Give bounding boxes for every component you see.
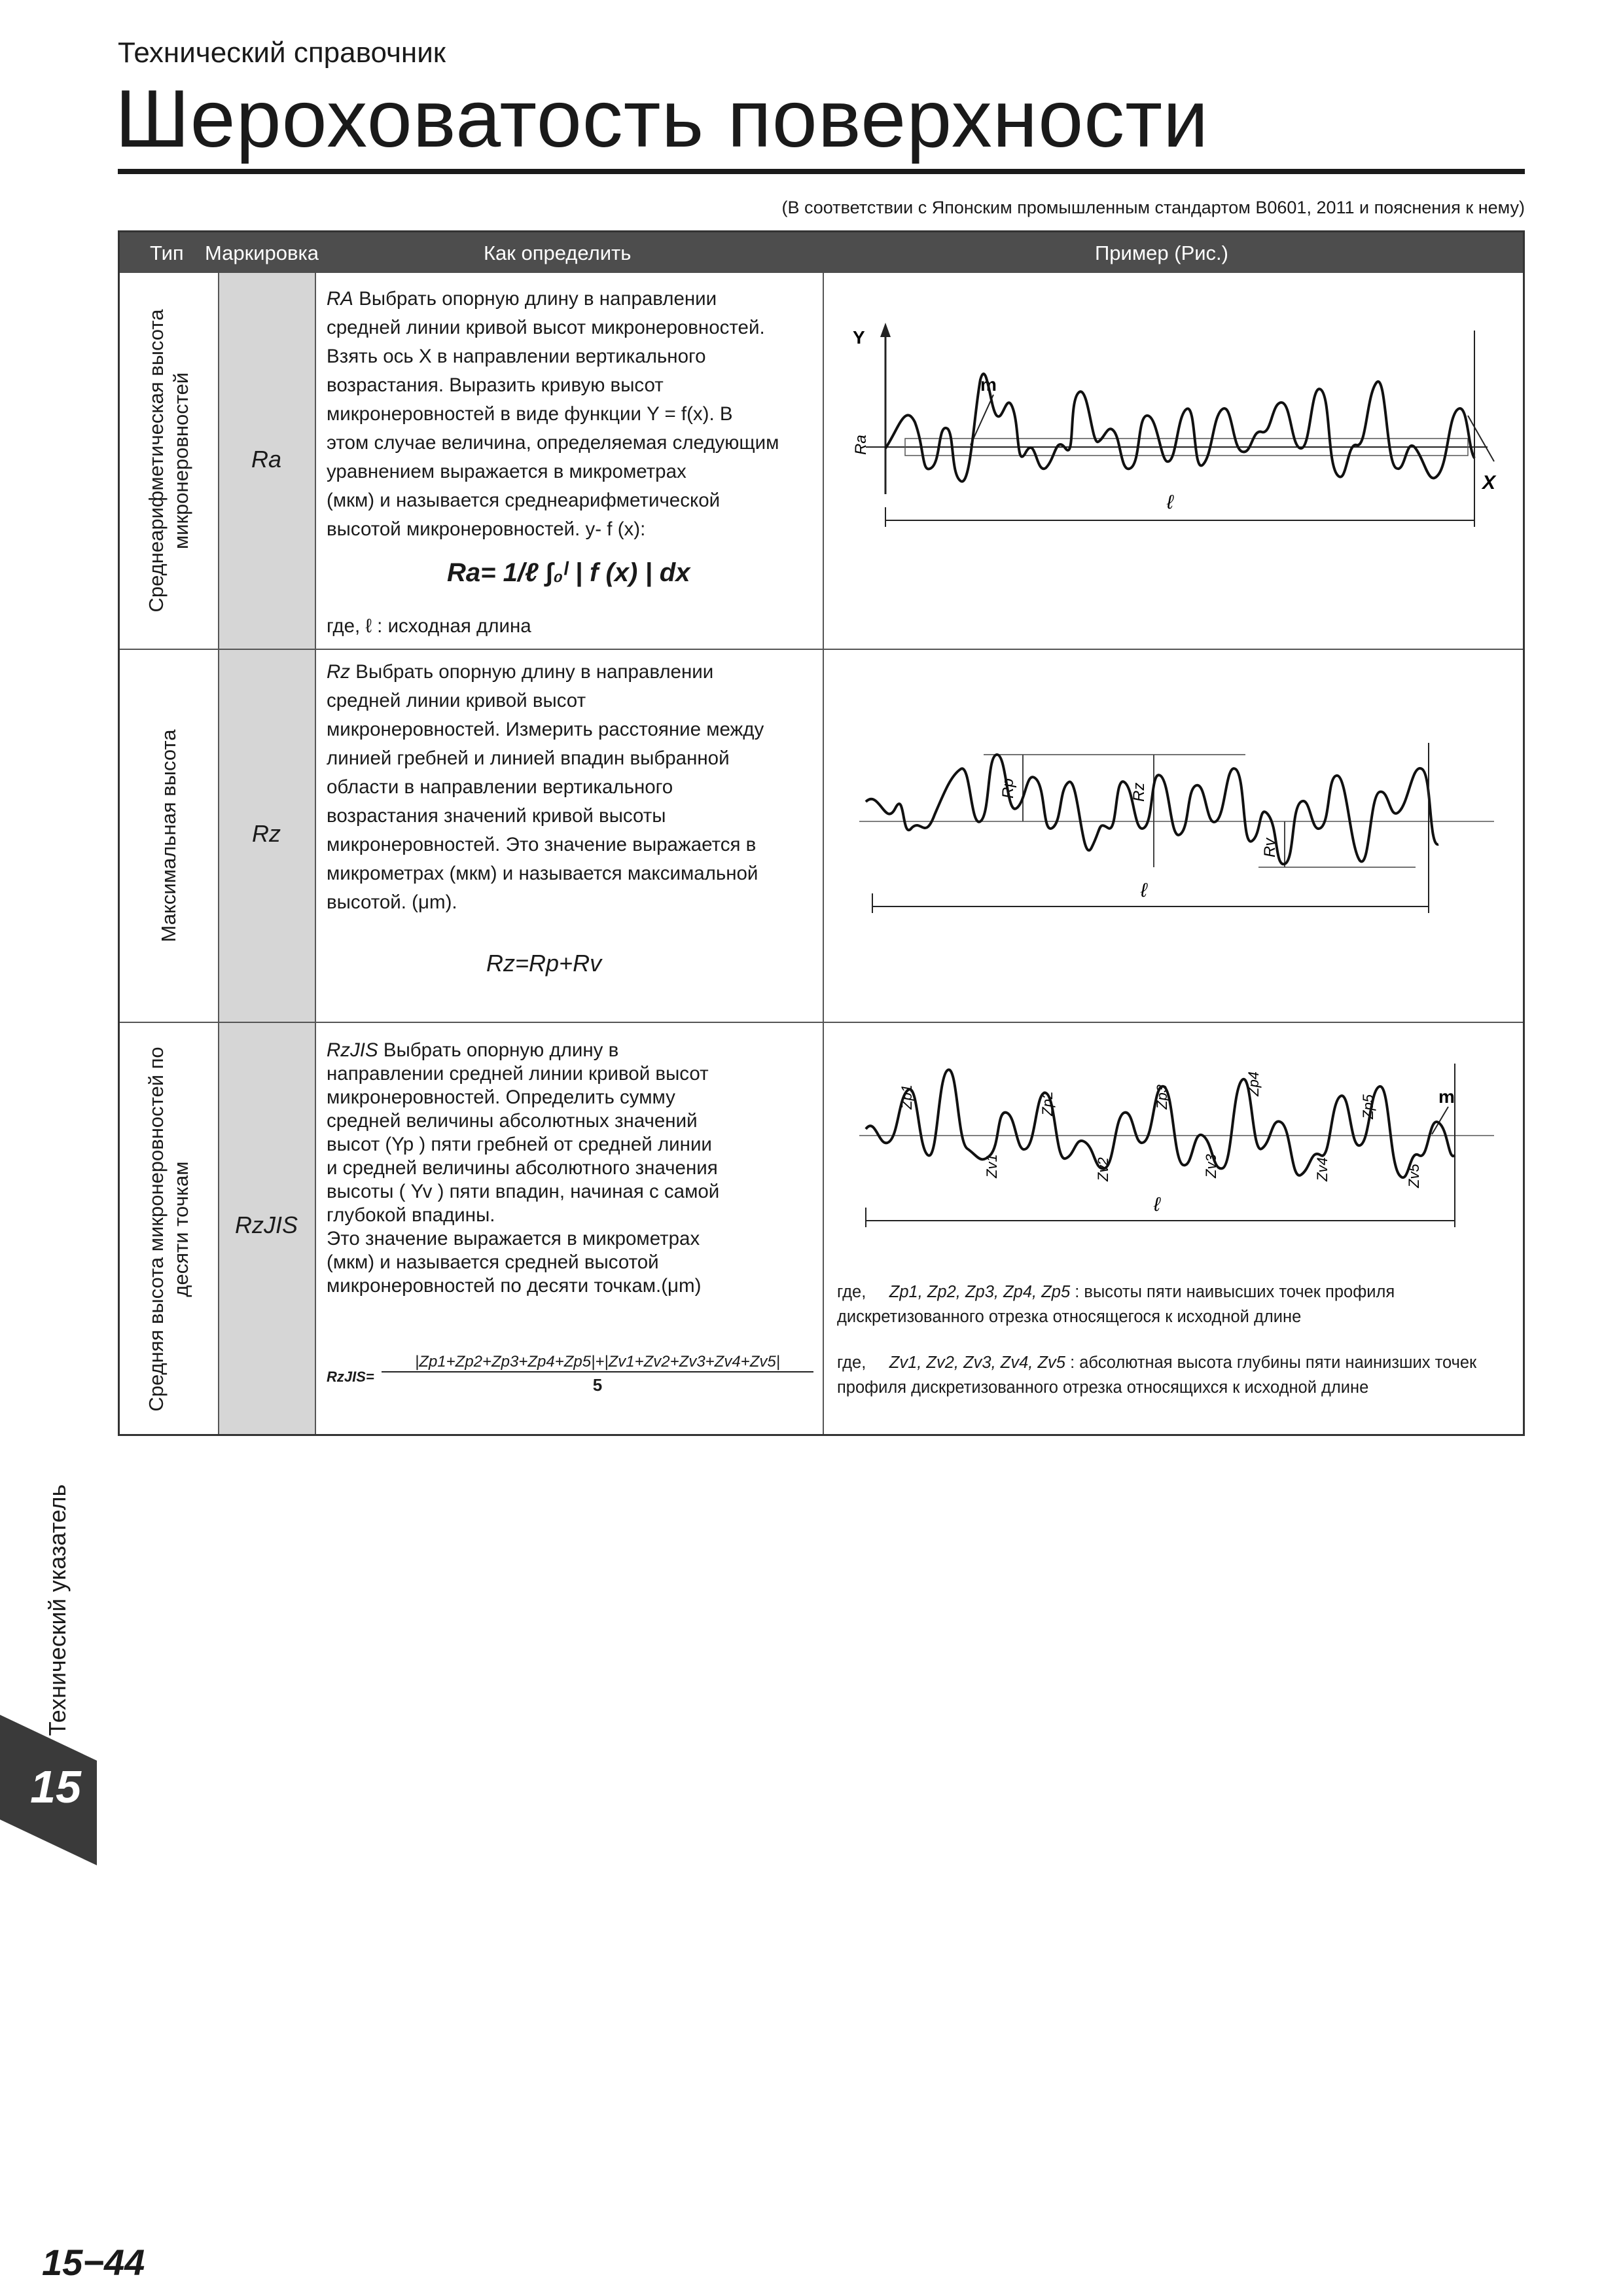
desc-line: средней линии кривой высот микронеровностей. — [327, 317, 765, 338]
legend-text: : высоты пяти наивысших точек профиля — [1075, 1283, 1395, 1301]
desc-line: микронеровностей. Определить сумму — [327, 1086, 675, 1108]
legend-text: профиля дискретизованного отрезка относящихся к исходной длине — [837, 1378, 1369, 1397]
zp4-label: Zp4 — [1245, 1071, 1262, 1096]
mean-leader — [1432, 1107, 1448, 1134]
type-line: Средняя высота микронеровностей по — [145, 1047, 168, 1412]
formula-rz: Rz=Rp+Rv — [486, 950, 602, 977]
desc-line: микронеровностей по десяти точкам.(μm) — [327, 1275, 702, 1297]
desc-line: этом случае величина, определяемая следующим — [327, 432, 779, 454]
col-header-mark: Маркировка — [205, 242, 319, 264]
desc-line: высотой микронеровностей. y- f (x): — [327, 518, 646, 540]
desc-line: (мкм) и называется среднеарифметической — [327, 490, 721, 511]
roughness-table — [118, 230, 1525, 1436]
desc-line: Выбрать опорную длину в направлении — [355, 661, 714, 683]
page-number: 15−44 — [42, 2242, 145, 2283]
y-axis-arrow — [880, 323, 891, 337]
type-line: Среднеарифметическая высота — [145, 309, 168, 613]
formula-ra: Ra= 1/ℓ ∫₀ˡ | f (x) | dx — [447, 558, 690, 587]
type-line: Максимальная высота — [157, 729, 180, 942]
where-ra: где, ℓ : исходная длина — [327, 615, 531, 637]
zp3-label: Zp3 — [1154, 1085, 1170, 1109]
col-header-method: Как определить — [484, 242, 632, 264]
legend-lead: где, — [837, 1354, 866, 1372]
standard-note: (В соответствии с Японским промышленным стандартом B0601, 2011 и пояснения к нему) — [781, 198, 1525, 217]
profile-curve — [866, 1069, 1455, 1177]
formula-rzjis-lhs: RzJIS= — [327, 1369, 374, 1385]
col-divider — [315, 273, 316, 1434]
ra-label: Ra — [852, 435, 870, 455]
profile-curve — [866, 755, 1438, 864]
kicker: Технический справочник — [118, 37, 446, 69]
table-row-ra-type — [120, 273, 218, 649]
title-rule — [118, 169, 1525, 174]
table-row-rz-type — [120, 650, 218, 1022]
formula-rzjis-numerator: |Zp1+Zp2+Zp3+Zp4+Zp5|+|Zv1+Zv2+Zv3+Zv4+Zv5| — [382, 1353, 813, 1372]
zp2-label: Zp2 — [1039, 1091, 1056, 1116]
row-type-label — [144, 1047, 194, 1411]
description-rz — [327, 658, 811, 917]
profile-curve — [885, 374, 1474, 481]
page-title: Шероховатость поверхности — [115, 74, 1209, 164]
row-divider — [120, 1022, 1523, 1023]
row-divider — [120, 649, 1523, 650]
legend-symbols: Zp1, Zp2, Zp3, Zp4, Zp5 — [889, 1283, 1071, 1301]
zp5-label: Zp5 — [1360, 1094, 1376, 1119]
legend-peaks — [837, 1280, 1518, 1329]
desc-line: высоты ( Yv ) пяти впадин, начиная с самой — [327, 1181, 720, 1202]
type-line: десяти точкам — [169, 1161, 192, 1297]
figure-ra-profile — [840, 317, 1507, 560]
desc-line: микронеровностей. Это значение выражается в — [327, 834, 757, 855]
row-type-label — [156, 730, 181, 942]
type-line: микронеровностей — [169, 372, 192, 550]
desc-line: микронеровностей в виде функции Y = f(x). В — [327, 403, 733, 425]
zv1-label: Zv1 — [984, 1154, 1000, 1178]
mark-rz: Rz — [252, 820, 281, 847]
zv4-label: Zv4 — [1314, 1157, 1330, 1181]
length-label: ℓ — [1167, 492, 1173, 513]
legend-text: : абсолютная высота глубины пяти наинизших точек — [1070, 1354, 1477, 1372]
desc-line: высотой. (μm). — [327, 891, 457, 913]
mean-label: m — [1438, 1086, 1455, 1107]
section-side-label — [38, 1473, 77, 1748]
chapter-number: 15 — [30, 1761, 81, 1812]
length-label: ℓ — [1154, 1194, 1160, 1215]
table-header — [120, 232, 1523, 273]
desc-line: микронеровностей. Измерить расстояние между — [327, 719, 764, 740]
desc-line: линией гребней и линией впадин выбранной — [327, 747, 730, 769]
desc-line: области в направлении вертикального — [327, 776, 673, 798]
formula-rzjis-denominator: 5 — [592, 1375, 603, 1395]
desc-line: Это значение выражается в микрометрах — [327, 1228, 700, 1249]
figure-rzjis-profile — [840, 1050, 1507, 1247]
rv-label: Rv — [1261, 838, 1279, 857]
desc-symbol: RzJIS — [327, 1039, 378, 1061]
desc-symbol: Rz — [327, 661, 351, 683]
desc-line: Взять ось X в направлении вертикального — [327, 346, 706, 367]
col-header-type: Тип — [150, 242, 184, 264]
legend-valleys — [837, 1350, 1518, 1400]
table-row-rzjis-type — [120, 1023, 218, 1435]
figure-rz-profile — [840, 730, 1507, 939]
side-label-text: Технический указатель — [44, 1484, 71, 1736]
desc-line: уравнением выражается в микрометрах — [327, 461, 687, 482]
legend-lead: где, — [837, 1283, 866, 1301]
desc-line: возрастания. Выразить кривую высот — [327, 374, 664, 396]
desc-line: микрометрах (мкм) и называется максимальной — [327, 863, 758, 884]
zv5-label: Zv5 — [1406, 1164, 1422, 1188]
desc-line: средней величины абсолютных значений — [327, 1110, 698, 1132]
y-axis-label: Y — [853, 327, 865, 348]
zv3-label: Zv3 — [1203, 1154, 1219, 1178]
mark-ra: Ra — [251, 446, 282, 473]
legend-text: дискретизованного отрезка относящегося к исходной длине — [837, 1308, 1302, 1326]
desc-line: направлении средней линии кривой высот — [327, 1063, 709, 1085]
mark-rzjis: RzJIS — [234, 1211, 298, 1238]
desc-line: и средней величины абсолютного значения — [327, 1157, 718, 1179]
desc-line: средней линии кривой высот — [327, 690, 586, 711]
desc-line: (мкм) и называется средней высотой — [327, 1251, 659, 1273]
desc-line: Выбрать опорную длину в — [383, 1039, 619, 1061]
desc-line: высот (Yp ) пяти гребней от средней линии — [327, 1134, 712, 1155]
length-label: ℓ — [1141, 880, 1147, 901]
mean-label: m — [980, 374, 997, 395]
rp-label: Rp — [999, 778, 1017, 798]
col-header-example: Пример (Рис.) — [1095, 242, 1228, 264]
row-type-label — [144, 309, 194, 612]
desc-line: Выбрать опорную длину в направлении — [359, 288, 717, 310]
desc-line: возрастания значений кривой высоты — [327, 805, 666, 827]
desc-symbol: RA — [327, 288, 353, 310]
description-ra — [327, 285, 811, 544]
col-divider — [823, 273, 824, 1434]
desc-line: глубокой впадины. — [327, 1204, 495, 1226]
legend-symbols: Zv1, Zv2, Zv3, Zv4, Zv5 — [889, 1354, 1065, 1372]
x-axis-label: X — [1482, 472, 1496, 493]
rz-label: Rz — [1130, 782, 1148, 802]
zp1-label: Zp1 — [899, 1085, 915, 1109]
zv2-label: Zv2 — [1095, 1157, 1111, 1181]
description-rzjis — [327, 1039, 811, 1298]
